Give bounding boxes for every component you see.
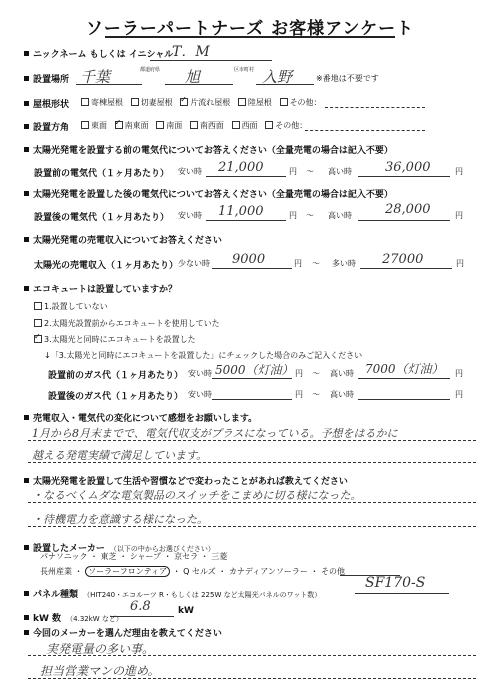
elec-before-unit2: 円 bbox=[455, 167, 463, 176]
lifestyle-heading: 太陽光発電を設置して生活や習慣などで変わったことがあれば教えてください bbox=[24, 474, 348, 487]
elec-before-low-line bbox=[206, 176, 286, 177]
gas-before-low-line bbox=[212, 378, 292, 379]
elec-after-low-line bbox=[206, 220, 286, 221]
pref-line bbox=[76, 84, 142, 85]
gas-before-tilde: ～ bbox=[312, 369, 320, 378]
nickname-line bbox=[150, 60, 272, 61]
elec-after-high-line bbox=[358, 220, 450, 221]
impressions-text2[interactable]: 越える発電実績で満足しています。 bbox=[32, 449, 208, 462]
elec-after-high[interactable]: 28,000 bbox=[385, 202, 431, 217]
maker-selected[interactable]: ソーラーフロンティア bbox=[85, 566, 170, 577]
ecocute-opt2[interactable]: 2.太陽光設置前からエコキュートを使用していた bbox=[34, 318, 220, 329]
elec-before-low-label: 安い時 bbox=[178, 167, 202, 176]
pref-suffix: 都道府県 bbox=[140, 67, 161, 73]
lifestyle-text1[interactable]: ・なるべくムダな電気製品のスイッチをこまめに切る様になった。 bbox=[32, 489, 362, 502]
elec-after-low-label: 安い時 bbox=[178, 211, 202, 220]
nickname-label: ニックネーム もしくは イニシャル bbox=[24, 47, 173, 60]
elec-after-unit1: 円 bbox=[289, 211, 297, 220]
ecocute-opt3[interactable]: ✓3.太陽光と同時にエコキュートを設置した bbox=[34, 334, 196, 345]
impressions-heading: 売電収入・電気代の変化について感想をお願いします。 bbox=[24, 411, 257, 424]
gas-before-high-label: 高い時 bbox=[330, 369, 354, 378]
sales-high-label: 多い時 bbox=[332, 259, 356, 268]
gas-before-low[interactable]: 5000（灯油） bbox=[215, 363, 294, 377]
location-pref[interactable]: 千葉 bbox=[80, 68, 111, 86]
elec-after-label: 設置後の電気代（１ヶ月あたり） bbox=[34, 213, 170, 223]
kw-unit: kW bbox=[178, 606, 194, 616]
elec-before-high[interactable]: 36,000 bbox=[385, 160, 431, 175]
elec-after-heading: 太陽光発電を設置した後の電気代についてお答えください（全量売電の場合は記入不要） bbox=[24, 187, 393, 200]
sales-low[interactable]: 9000 bbox=[232, 252, 266, 267]
panel-value[interactable]: SF170-S bbox=[365, 575, 426, 591]
elec-before-heading: 太陽光発電を設置する前の電気代についてお答えください（全量売電の場合は記入不要） bbox=[24, 143, 393, 156]
maker-row2[interactable]: 長州産業 ・ ソーラーフロンティア ・ Q セルズ ・ カナディアンソーラー ・ その他 bbox=[40, 567, 345, 576]
sales-unit2: 円 bbox=[456, 259, 464, 268]
lifestyle-text2[interactable]: ・待機電力を意識する様になった。 bbox=[32, 513, 208, 526]
city-line bbox=[165, 84, 233, 85]
location-note: ※番地は不要です bbox=[316, 74, 379, 83]
sales-low-label: 少ない時 bbox=[178, 259, 210, 268]
location-city[interactable]: 旭 bbox=[185, 68, 201, 86]
gas-before-high-line bbox=[358, 378, 450, 379]
gas-after-high-field[interactable] bbox=[358, 399, 450, 400]
elec-after-high-label: 高い時 bbox=[328, 211, 352, 220]
elec-before-label: 設置前の電気代（１ヶ月あたり） bbox=[34, 169, 170, 179]
elec-after-unit2: 円 bbox=[455, 211, 463, 220]
kw-line bbox=[110, 616, 174, 617]
sales-low-line bbox=[212, 268, 292, 269]
gas-after-tilde: ～ bbox=[312, 390, 320, 399]
sales-heading: 太陽光発電の売電収入についてお答えください bbox=[24, 233, 222, 246]
elec-before-unit1: 円 bbox=[289, 167, 297, 176]
gas-after-label: 設置後のガス代（１ヶ月あたり） bbox=[48, 392, 184, 402]
title-underline bbox=[105, 36, 395, 38]
elec-before-tilde: ～ bbox=[306, 167, 314, 176]
gas-before-unit1: 円 bbox=[295, 369, 303, 378]
city-suffix: 区市町村 bbox=[234, 67, 255, 73]
panel-line bbox=[355, 593, 449, 594]
gas-after-unit2: 円 bbox=[455, 390, 463, 399]
reason-heading: 今回のメーカーを選んだ理由を教えてください bbox=[24, 626, 222, 639]
location-label: 設置場所 bbox=[24, 72, 69, 85]
town-line bbox=[256, 84, 314, 85]
ecocute-note: ↓「3.太陽光と同時にエコキュートを設置した」にチェックした場合のみご記入ください bbox=[44, 351, 363, 360]
maker-row1[interactable]: パナソニック ・ 東芝 ・ シャープ ・ 京セラ ・ 三菱 bbox=[40, 552, 228, 561]
reason-text2[interactable]: 担当営業マンの進め。 bbox=[40, 664, 160, 678]
page-title: ソーラーパートナーズ お客様アンケート bbox=[85, 19, 415, 39]
gas-after-unit1: 円 bbox=[295, 390, 303, 399]
elec-after-low[interactable]: 11,000 bbox=[218, 204, 264, 219]
ecocute-heading: エコキュートは設置していますか？ bbox=[24, 282, 177, 295]
impressions-text1[interactable]: 1月から8月末までで、電気代収支がプラスになっている。予想をはるかに bbox=[32, 427, 398, 440]
maker-label: 設置したメーカー （以下の中からお選びください） bbox=[24, 536, 215, 555]
roof-other-line bbox=[325, 107, 425, 108]
ecocute-opt1[interactable]: 1.設置していない bbox=[34, 301, 108, 312]
sales-high-line bbox=[360, 268, 452, 269]
location-town[interactable]: 入野 bbox=[262, 68, 293, 86]
kw-value[interactable]: 6.8 bbox=[130, 599, 151, 614]
elec-before-high-label: 高い時 bbox=[328, 167, 352, 176]
elec-before-high-line bbox=[358, 176, 450, 177]
gas-before-high[interactable]: 7000（灯油） bbox=[365, 362, 444, 376]
kw-label: kW 数 （4.32kW など） bbox=[24, 606, 123, 625]
roof-label: 屋根形状 bbox=[24, 97, 69, 110]
panel-label: パネル種類 （HIT240・エコルーツ R・もしくは 225W など太陽光パネルのワット数） bbox=[24, 582, 321, 601]
gas-after-low-label: 安い時 bbox=[188, 390, 212, 399]
elec-before-low[interactable]: 21,000 bbox=[218, 160, 264, 175]
sales-tilde: ～ bbox=[312, 259, 320, 268]
sales-label: 太陽光の売電収入（１ヶ月あたり） bbox=[34, 261, 179, 271]
elec-after-tilde: ～ bbox=[306, 211, 314, 220]
direction-options[interactable]: 東面 ✓ 南東面 南面 南西面 西面 その他： bbox=[81, 120, 307, 131]
gas-before-label: 設置前のガス代（１ヶ月あたり） bbox=[48, 371, 184, 381]
direction-label: 設置方角 bbox=[24, 120, 69, 133]
gas-before-low-label: 安い時 bbox=[188, 369, 212, 378]
gas-after-low-field[interactable] bbox=[212, 399, 292, 400]
roof-options[interactable]: 寄棟屋根 切妻屋根 ✓ 片流れ屋根 陸屋根 その他： bbox=[81, 97, 322, 108]
gas-before-unit2: 円 bbox=[455, 369, 463, 378]
sales-unit1: 円 bbox=[294, 259, 302, 268]
reason-text1[interactable]: 実発電量の多い事。 bbox=[46, 642, 155, 656]
sales-high[interactable]: 27000 bbox=[382, 252, 424, 267]
gas-after-high-label: 高い時 bbox=[330, 390, 354, 399]
direction-other-line bbox=[305, 130, 425, 131]
nickname-value[interactable]: T．M bbox=[172, 44, 210, 60]
